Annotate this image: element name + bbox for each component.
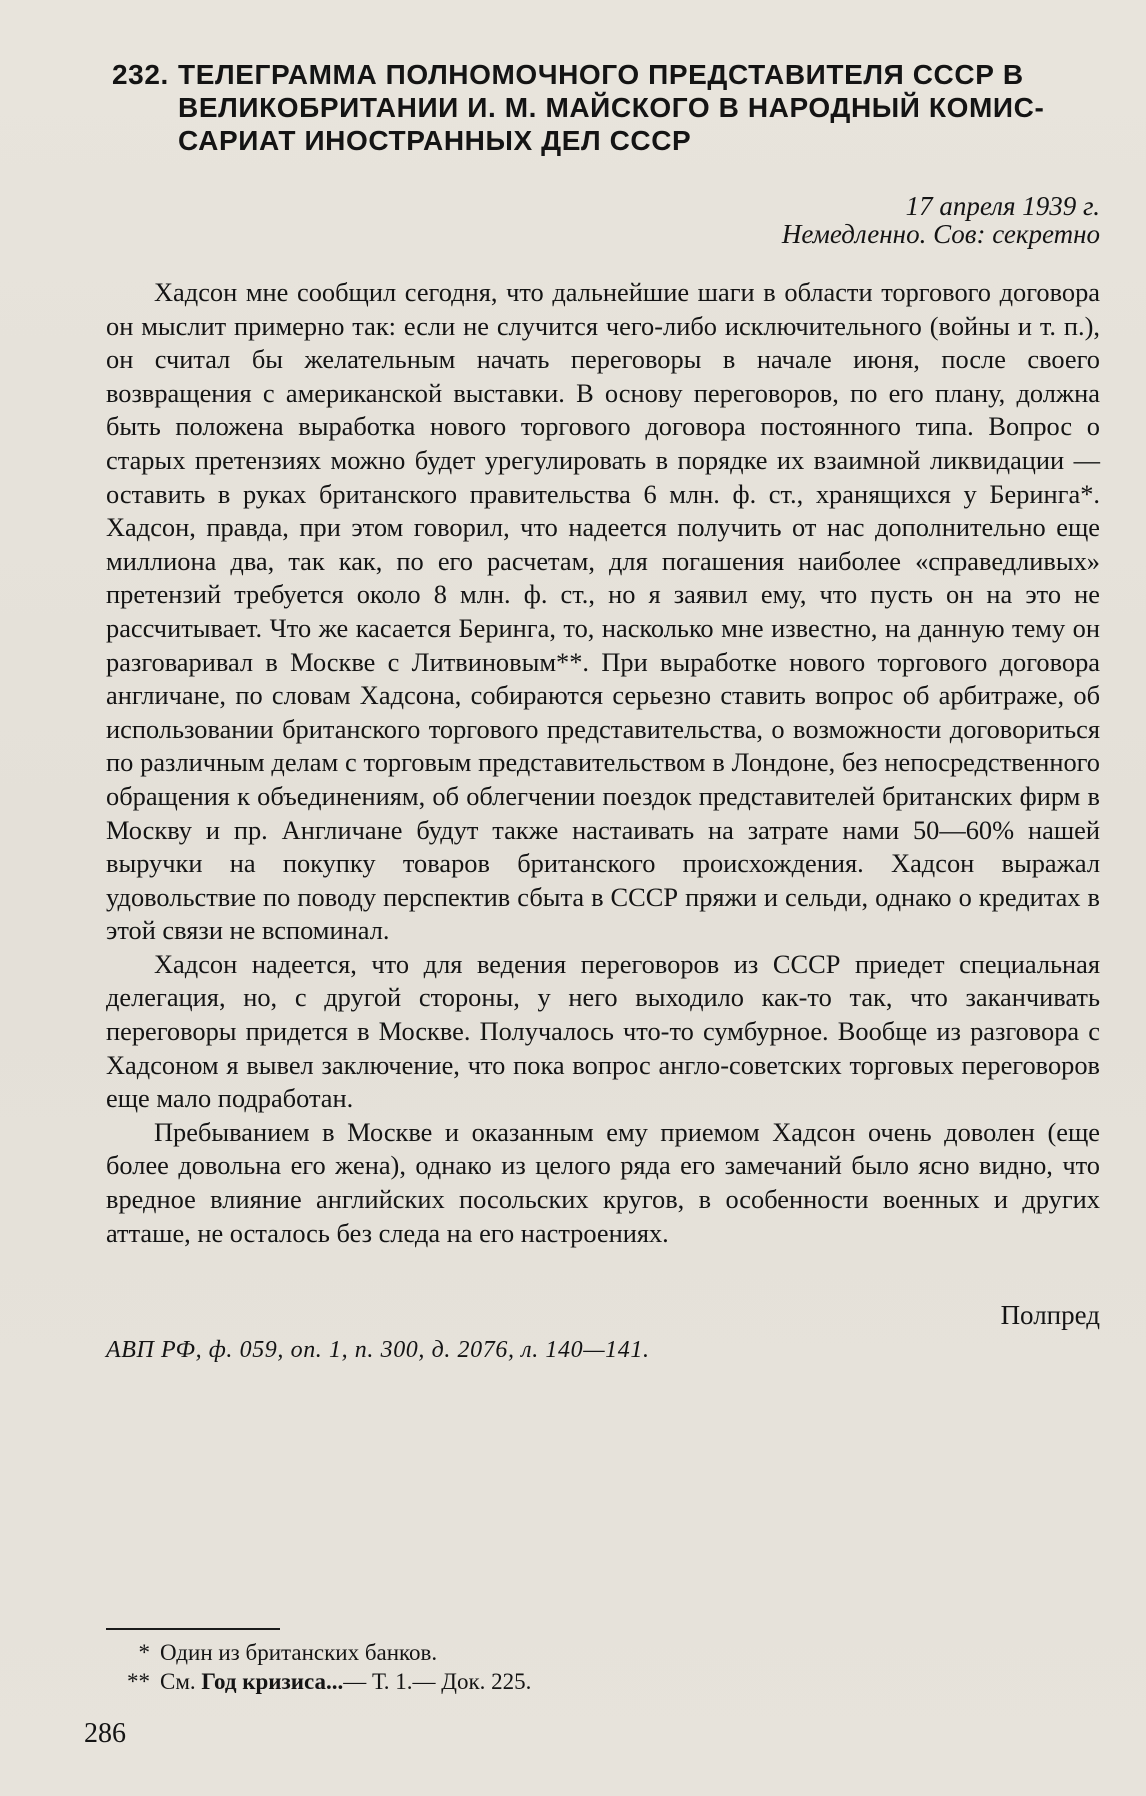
- document-body: [106, 276, 1100, 1250]
- footnote-text: Один из британских банков.: [160, 1640, 438, 1665]
- footnote-text: См.: [160, 1669, 202, 1694]
- footnotes: [106, 1638, 1006, 1696]
- archive-source: АВП РФ, ф. 059, оп. 1, п. 300, д. 2076, л. 140—141.: [106, 1337, 650, 1363]
- document-number: 232.: [112, 59, 169, 90]
- footnote-divider: [106, 1628, 280, 1630]
- body-paragraph-3: Пребыванием в Москве и оказанным ему приемом Хадсон очень доволен (еще более довольна его жена), однако из целого ряда его замечаний было ясно видно, что вредное влияние английских посольских кругов, в особенности военных и других атташе, не осталось без следа на его настроениях.: [106, 1116, 1100, 1248]
- title-line-2: ВЕЛИКОБРИТАНИИ И. М. МАЙСКОГО В НАРОДНЫЙ КОМИС-: [178, 92, 1045, 123]
- title-line-3: САРИАТ ИНОСТРАННЫХ ДЕЛ СССР: [178, 125, 692, 156]
- signature: Полпред: [1000, 1300, 1100, 1330]
- body-paragraph-1: Хадсон мне сообщил сегодня, что дальнейшие шаги в области торгового договора он мыслит примерно так: если не случится чего-либо исключительного (войны и т. п.), он считал бы желательным начать переговоры в начале июня, после своего возвращения с американской выставки. В основу переговоров, по его плану, должна быть положена выработка нового торгового договора постоянного типа. Вопрос о старых претензиях можно будет урегулировать в порядке их взаимной ликвидации — оставить в руках британского правительства 6 млн. ф. ст., хранящихся у Беринга*. Хадсон, правда, при этом говорил, что надеется получить от нас дополнительно еще миллиона два, так как, по его расчетам, для погашения наиболее «справедливых» претензий требуется около 8 млн. ф. ст., но я заявил ему, что пусть он на это не рассчитывает. Что же касается Беринга, то, насколько мне известно, на данную тему он разговаривал в Москве с Литвиновым**. При выработке нового торгового договора англичане, по словам Хадсона, собираются серьезно ставить вопрос об арбитраже, об использовании британского торгового представительства, о возможности договориться по различным делам с торговым представительством в Лондоне, без непосредственного обращения к объединениям, об облегчении поездок представителей британских фирм в Москву и пр. Англичане будут также настаивать на затрате нами 50—60% нашей выручки на покупку товаров британского происхождения. Хадсон выражал удовольствие по поводу перспектив сбыта в СССР пряжи и сельди, однако о кредитах в этой связи не вспоминал.: [106, 277, 1100, 946]
- footnote-mark: *: [138, 1640, 150, 1665]
- document-date: 17 апреля 1939 г.: [905, 191, 1100, 221]
- title-text-1: ТЕЛЕГРАММА ПОЛНОМОЧНОГО ПРЕДСТАВИТЕЛЯ СССР В: [178, 59, 1024, 90]
- footnote-reference: — Т. 1.— Док. 225.: [343, 1669, 532, 1694]
- footnote-2: [106, 1667, 1006, 1696]
- document-classification: Немедленно. Сов: секретно: [781, 219, 1100, 249]
- footnote-book-title: Год кризиса...: [201, 1669, 344, 1694]
- page-number: 286: [84, 1718, 126, 1749]
- footnote-1: [106, 1638, 1006, 1667]
- title-line-1: [112, 58, 1102, 91]
- document-title: [112, 58, 1102, 157]
- body-paragraph-2: Хадсон надеется, что для ведения переговоров из СССР приедет специальная делегация, но, с другой стороны, у него выходило как-то так, что заканчивать переговоры придется в Москве. Получалось что-то сумбурное. Вообще из разговора с Хадсоном я вывел заключение, что пока вопрос англо-советских торговых переговоров еще мало подработан.: [106, 948, 1100, 1114]
- footnote-mark: **: [127, 1669, 150, 1694]
